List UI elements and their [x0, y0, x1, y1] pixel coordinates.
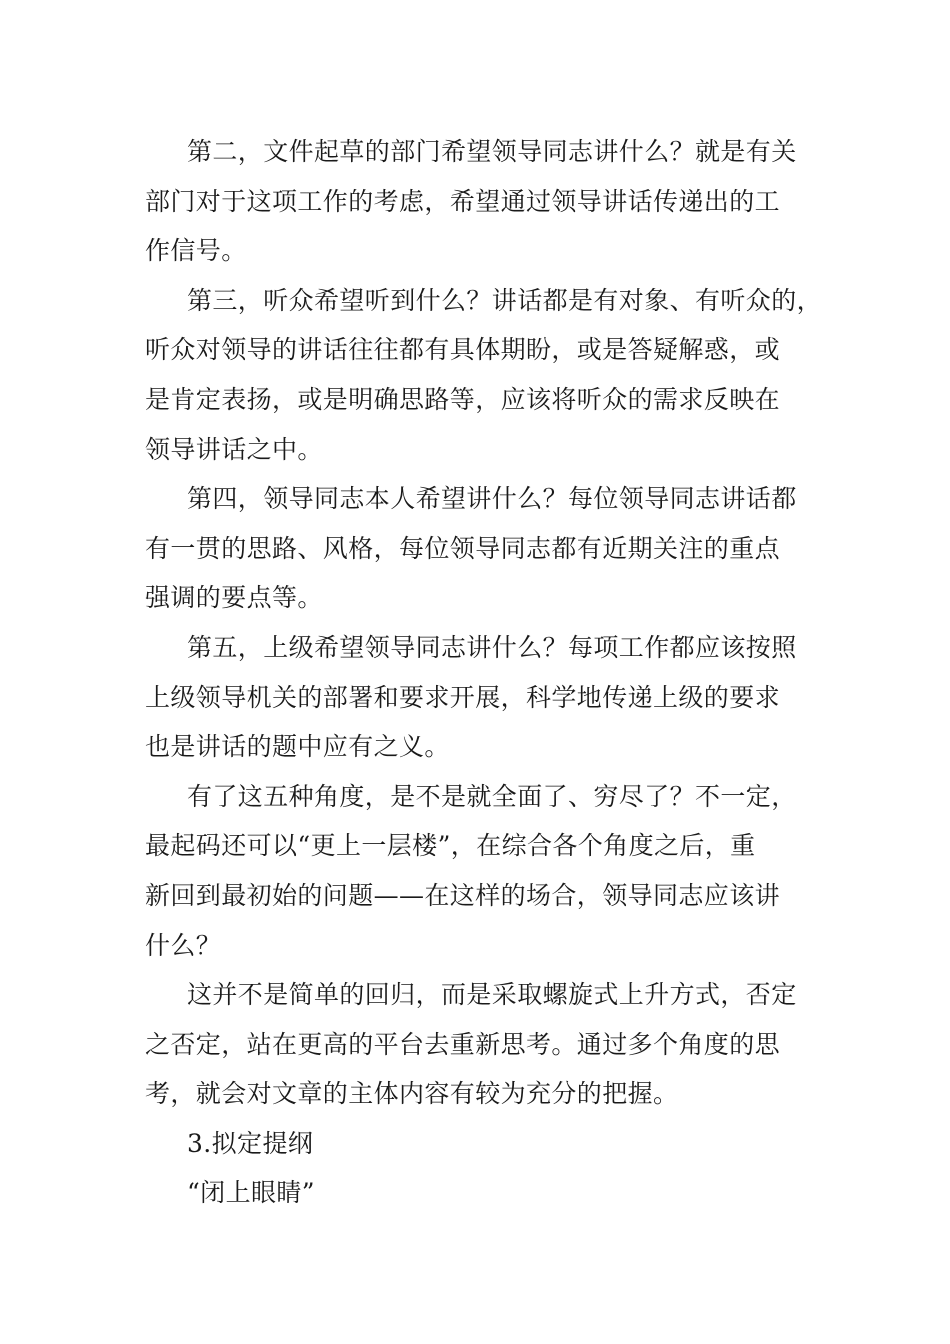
- text-line: 第四，领导同志本人希望讲什么？每位领导同志讲话都: [187, 484, 797, 514]
- text-line: 新回到最初始的问题——在这样的场合，领导同志应该讲: [145, 880, 781, 910]
- text-line: 也是讲话的题中应有之义。: [145, 732, 450, 762]
- text-line: 强调的要点等。: [145, 583, 323, 613]
- text-line: 有一贯的思路、风格，每位领导同志都有近期关注的重点: [145, 533, 781, 563]
- text-line: 第三，听众希望听到什么？讲话都是有对象、有听众的，: [187, 285, 823, 315]
- text-line: 有了这五种角度，是不是就全面了、穷尽了？不一定，: [187, 781, 797, 811]
- paragraph-summary: [145, 772, 815, 970]
- text-line: 第五，上级希望领导同志讲什么？每项工作都应该按照: [187, 632, 797, 662]
- document-body: [145, 127, 823, 1218]
- paragraph-second-angle: [145, 127, 815, 276]
- text-line: “闭上眼睛”: [187, 1178, 315, 1208]
- text-line: 考，就会对文章的主体内容有较为充分的把握。: [145, 1079, 679, 1109]
- paragraph-fourth-angle: [145, 474, 815, 623]
- paragraph-spiral: [145, 970, 815, 1119]
- text-line: 部门对于这项工作的考虑，希望通过领导讲话传递出的工: [145, 186, 781, 216]
- paragraph-third-angle: [145, 276, 823, 474]
- text-line: 第二，文件起草的部门希望领导同志讲什么？就是有关: [187, 137, 797, 166]
- text-line: 什么？: [145, 930, 222, 960]
- text-line: 之否定，站在更高的平台去重新思考。通过多个角度的思: [145, 1029, 781, 1059]
- text-line: 上级领导机关的部署和要求开展，科学地传递上级的要求: [145, 682, 781, 712]
- section-heading: [145, 1119, 815, 1169]
- text-line: 最起码还可以“更上一层楼”，在综合各个角度之后，重: [145, 831, 756, 861]
- subsection-heading: [145, 1168, 815, 1218]
- text-line: 听众对领导的讲话往往都有具体期盼，或是答疑解惑，或: [145, 335, 781, 365]
- text-line: 作信号。: [145, 236, 247, 266]
- text-line: 这并不是简单的回归，而是采取螺旋式上升方式，否定: [187, 980, 797, 1010]
- text-line: 领导讲话之中。: [145, 434, 323, 464]
- text-line: 是肯定表扬，或是明确思路等，应该将听众的需求反映在: [145, 384, 781, 414]
- paragraph-fifth-angle: [145, 623, 815, 772]
- text-line: 3.拟定提纲: [187, 1128, 314, 1158]
